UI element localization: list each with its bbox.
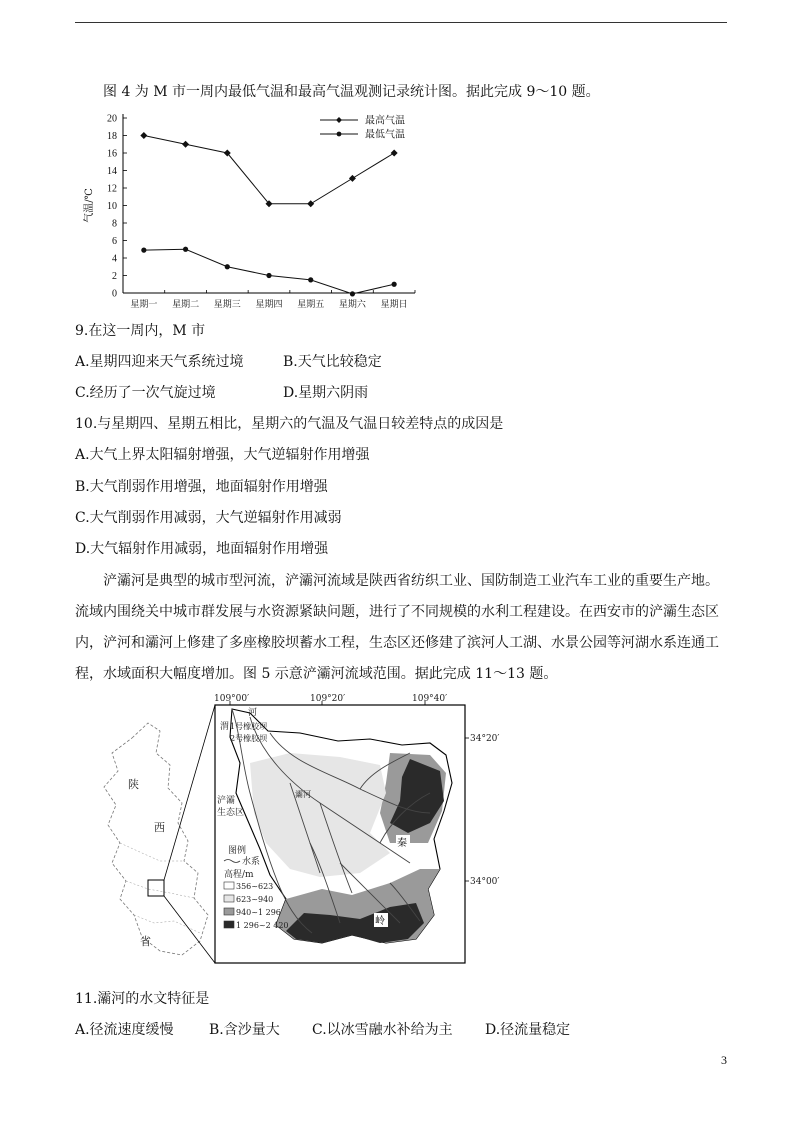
q9-option-a: A.星期四迎来天气系统过境 — [75, 354, 244, 370]
data-point-max — [182, 141, 189, 148]
data-point-max — [140, 132, 147, 139]
legend-label: 最高气温 — [365, 115, 405, 127]
legend-elev-title: 高程/m — [224, 870, 254, 880]
legend-water: 水系 — [242, 857, 261, 867]
lon-label-109-20: 109°20′ — [310, 694, 346, 704]
q10-option-b: B.大气削弱作用增强，地面辐射作用增强 — [75, 479, 328, 495]
q10-option-a: A.大气上界太阳辐射增强，大气逆辐射作用增强 — [75, 447, 370, 463]
q10-option-c: C.大气削弱作用减弱，大气逆辐射作用减弱 — [75, 510, 342, 526]
shaanxi-outline — [104, 723, 208, 955]
q9-option-c: C.经历了一次气旋过境 — [75, 385, 216, 401]
lon-label-109-00: 109°00′ — [214, 694, 250, 704]
q9-option-d: D.星期六阴雨 — [283, 385, 369, 401]
passage-line-1: 浐灞河是典型的城市型河流，浐灞河流域是陕西省纺织工业、国防制造工业汽车工业的重要生产地。 — [103, 573, 719, 589]
q10-stem: 10.与星期四、星期五相比，星期六的气温及气温日较差特点的成因是 — [75, 416, 504, 432]
legend-class-4: 1 296~2 420 — [236, 921, 289, 930]
shaan-label: 陕 — [128, 778, 139, 791]
y-tick-label: 6 — [112, 236, 117, 247]
data-point-min — [392, 282, 397, 287]
series-line-2 — [144, 249, 394, 294]
legend-title: 图例 — [228, 846, 247, 856]
river-label-he: 河 — [248, 708, 258, 718]
wei-label: 渭 — [220, 722, 230, 732]
header-rule — [75, 22, 727, 23]
y-tick-label: 18 — [107, 131, 117, 142]
y-tick-label: 12 — [107, 183, 117, 195]
lat-label-34-20: 34°20′ — [470, 734, 500, 744]
legend-class-1: 356~623 — [236, 882, 274, 891]
x-tick-label: 星期四 — [255, 300, 283, 310]
passage-line-2: 流域内围绕关中城市群发展与水资源紧缺问题，进行了不同规模的水利工程建设。在西安市的浐灞生态区 — [75, 604, 719, 620]
y-axis-label: 气温/℃ — [84, 188, 95, 223]
series-line-1 — [144, 136, 394, 204]
y-tick-label: 20 — [107, 113, 117, 125]
data-point-min — [308, 277, 313, 282]
x-tick-label: 星期三 — [213, 300, 241, 310]
dam1-label: 1号橡胶坝 — [230, 722, 268, 731]
x-tick-label: 星期二 — [172, 300, 200, 310]
qin-label: 秦 — [397, 838, 407, 849]
legend-marker-circle — [337, 132, 342, 137]
chart-intro: 图 4 为 M 市一周内最低气温和最高气温观测记录统计图。据此完成 9～10 题。 — [103, 84, 600, 100]
data-point-max — [349, 175, 356, 182]
q11-option-a: A.径流速度缓慢 — [75, 1022, 174, 1038]
data-point-max — [307, 200, 314, 207]
y-tick-label: 0 — [112, 288, 117, 300]
sheng-label: 省 — [140, 935, 151, 948]
q11-stem: 11.灞河的水文特征是 — [75, 991, 210, 1007]
data-point-min — [183, 247, 188, 252]
ecozone-label-2: 生态区 — [217, 808, 245, 818]
passage-line-4: 程，水域面积大幅度增加。图 5 示意浐灞河流域范围。据此完成 11～13 题。 — [75, 666, 558, 682]
y-tick-label: 2 — [112, 271, 117, 282]
x-tick-label: 星期一 — [130, 300, 158, 310]
legend-class-3: 940~1 296 — [236, 908, 281, 917]
ba-river-label: 灞河 — [295, 790, 311, 799]
lat-label-34-00: 34°00′ — [470, 877, 500, 887]
xi-label: 西 — [154, 821, 165, 834]
y-tick-label: 8 — [112, 218, 117, 230]
passage-line-3: 内，浐河和灞河上修建了多座橡胶坝蓄水工程，生态区还修建了滨河人工湖、水景公园等河湖水系连通工 — [75, 635, 719, 651]
ecozone-label-1: 浐灞 — [217, 796, 236, 806]
data-point-min — [266, 273, 271, 278]
q11-option-d: D.径流量稳定 — [485, 1022, 571, 1038]
x-tick-label: 星期日 — [380, 300, 408, 310]
temperature-line-chart — [80, 108, 425, 315]
q9-option-b: B.天气比较稳定 — [283, 354, 382, 370]
data-point-min — [225, 264, 230, 269]
y-tick-label: 14 — [107, 166, 117, 177]
x-tick-label: 星期六 — [338, 300, 366, 310]
legend-class-2: 623~940 — [236, 895, 274, 904]
q10-option-d: D.大气辐射作用减弱，地面辐射作用增强 — [75, 541, 329, 557]
data-point-min — [350, 291, 355, 296]
legend-label: 最低气温 — [365, 129, 405, 141]
lon-label-109-40: 109°40′ — [412, 694, 448, 704]
data-point-max — [391, 150, 398, 157]
y-tick-label: 16 — [107, 148, 117, 160]
q11-option-c: C.以冰雪融水补给为主 — [312, 1022, 453, 1038]
q9-stem: 9.在这一周内，M 市 — [75, 323, 206, 339]
x-tick-label: 星期五 — [297, 300, 325, 310]
data-point-min — [141, 248, 146, 253]
legend-marker-diamond — [336, 117, 342, 123]
q11-option-b: B.含沙量大 — [209, 1022, 280, 1038]
ling-label: 岭 — [375, 916, 385, 927]
chanba-river-basin-map — [90, 693, 520, 973]
page-number: 3 — [721, 1053, 727, 1067]
y-tick-label: 4 — [112, 253, 117, 265]
dam2-label: 2号橡胶坝 — [230, 734, 268, 743]
y-tick-label: 10 — [107, 201, 117, 212]
